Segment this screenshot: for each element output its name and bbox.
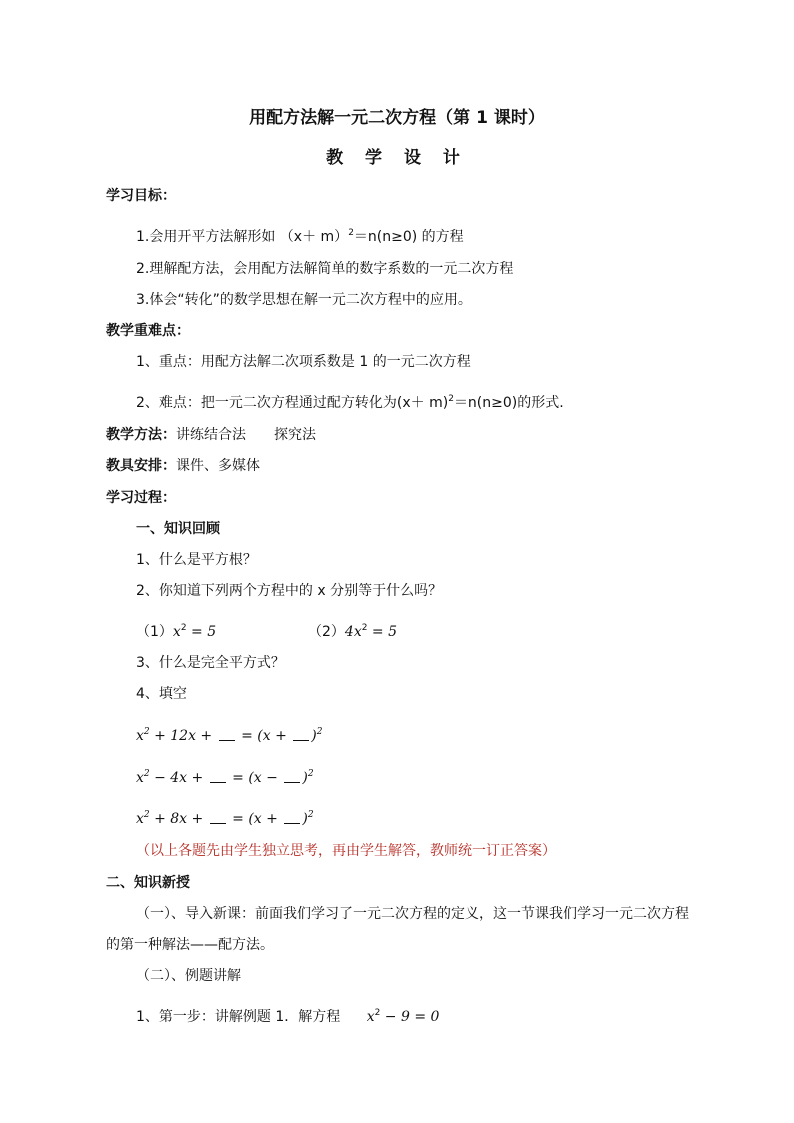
fill-1-exp2: 2 <box>316 727 323 737</box>
doc-subtitle: 教 学 设 计 <box>326 148 468 168</box>
objective-3: 3.体会“转化”的数学思想在解一元二次方程中的应用。 <box>136 292 472 308</box>
fill-3-eq: = (x + <box>227 811 283 827</box>
process-heading: 学习过程： <box>106 490 176 506</box>
step-1-text: 1、第一步：讲解例题 1．解方程 <box>136 1009 341 1025</box>
doc-title: 用配方法解一元二次方程（第 1 课时） <box>249 108 545 128</box>
step-1-exp: 2 <box>374 1008 381 1018</box>
equation-1-rest: = 5 <box>186 624 217 640</box>
fill-2-close: ) <box>302 770 308 786</box>
fill-2-mid: − 4x + <box>149 770 208 786</box>
fill-equation-3 <box>136 805 314 829</box>
fill-2-eq: = (x − <box>227 770 283 786</box>
intro-line-2: 的第一种解法——配方法。 <box>106 937 274 953</box>
equation-1-exp: 2 <box>180 623 187 633</box>
keypoints-heading: 教学重难点： <box>106 323 190 339</box>
fill-2-blank-a[interactable] <box>210 770 226 783</box>
step-1-x: x <box>366 1009 375 1025</box>
objective-2: 2.理解配方法，会用配方法解简单的数字系数的一元二次方程 <box>136 261 514 277</box>
keypoint-1: 1、重点：用配方法解二次项系数是 1 的一元二次方程 <box>136 354 471 370</box>
fill-3-x: x <box>136 811 144 827</box>
fill-3-exp: 2 <box>143 810 150 820</box>
fill-2-exp: 2 <box>143 769 150 779</box>
objective-1-tail: ＝n(n≥0) 的方程 <box>353 229 464 245</box>
equation-1-var: x <box>172 624 181 640</box>
question-2: 2、你知道下列两个方程中的 x 分别等于什么吗？ <box>136 583 443 599</box>
equation-1 <box>136 618 216 642</box>
fill-2-exp2: 2 <box>307 769 314 779</box>
fill-1-mid: + 12x + <box>149 728 217 744</box>
section2-heading: 二、知识新授 <box>106 875 190 891</box>
objectives-heading: 学习目标： <box>106 188 176 204</box>
equation-2-var: 4x <box>344 624 362 640</box>
fill-1-exp: 2 <box>143 727 150 737</box>
objective-1 <box>136 223 464 247</box>
fill-1-close: ) <box>311 728 317 744</box>
equation-2-rest: = 5 <box>367 624 398 640</box>
fill-3-close: ) <box>302 811 308 827</box>
example-heading: （二）、例题讲解 <box>136 968 241 984</box>
fill-equation-2 <box>136 764 314 788</box>
fill-1-eq: = (x + <box>236 728 292 744</box>
tools-value: 课件、多媒体 <box>176 458 260 474</box>
tools-line <box>106 456 260 476</box>
fill-1-blank-b[interactable] <box>293 728 309 741</box>
intro-line-1: （一）、导入新课：前面我们学习了一元二次方程的定义，这一节课我们学习一元二次方程 <box>136 906 689 922</box>
method-value: 讲练结合法 探究法 <box>176 427 316 443</box>
fill-3-blank-b[interactable] <box>284 811 300 824</box>
keypoint-2-tail: ＝n(n≥0)的形式. <box>453 395 564 411</box>
objective-1-exp: 2 <box>348 228 354 238</box>
teacher-note: （以上各题先由学生独立思考，再由学生解答，教师统一订正答案） <box>136 843 556 859</box>
keypoint-2-text: 2、难点：把一元二次方程通过配方转化为(x＋ m) <box>136 395 449 411</box>
fill-1-x: x <box>136 728 144 744</box>
question-1: 1、什么是平方根？ <box>136 552 257 568</box>
fill-equation-1 <box>136 722 322 746</box>
fill-3-blank-a[interactable] <box>210 811 226 824</box>
question-3: 3、什么是完全平方式？ <box>136 655 285 671</box>
method-label: 教学方法： <box>106 427 176 443</box>
tools-label: 教具安排： <box>106 458 176 474</box>
keypoint-2-exp: 2 <box>448 394 454 404</box>
objective-1-text: 1.会用开平方法解形如 （x＋ m） <box>136 229 349 245</box>
equation-2-exp: 2 <box>361 623 368 633</box>
method-line <box>106 425 316 445</box>
fill-3-mid: + 8x + <box>149 811 208 827</box>
fill-2-x: x <box>136 770 144 786</box>
section1-heading: 一、知识回顾 <box>136 521 220 537</box>
fill-1-blank-a[interactable] <box>219 728 235 741</box>
step-1-rest: − 9 = 0 <box>380 1009 440 1025</box>
keypoint-2 <box>136 389 564 413</box>
fill-3-exp2: 2 <box>307 810 314 820</box>
step-1 <box>136 1003 439 1027</box>
equation-1-label: （1） <box>136 624 173 640</box>
equation-2-label: （2） <box>308 624 345 640</box>
question-4: 4、填空 <box>136 686 187 702</box>
fill-2-blank-b[interactable] <box>284 770 300 783</box>
equation-2 <box>308 618 397 642</box>
